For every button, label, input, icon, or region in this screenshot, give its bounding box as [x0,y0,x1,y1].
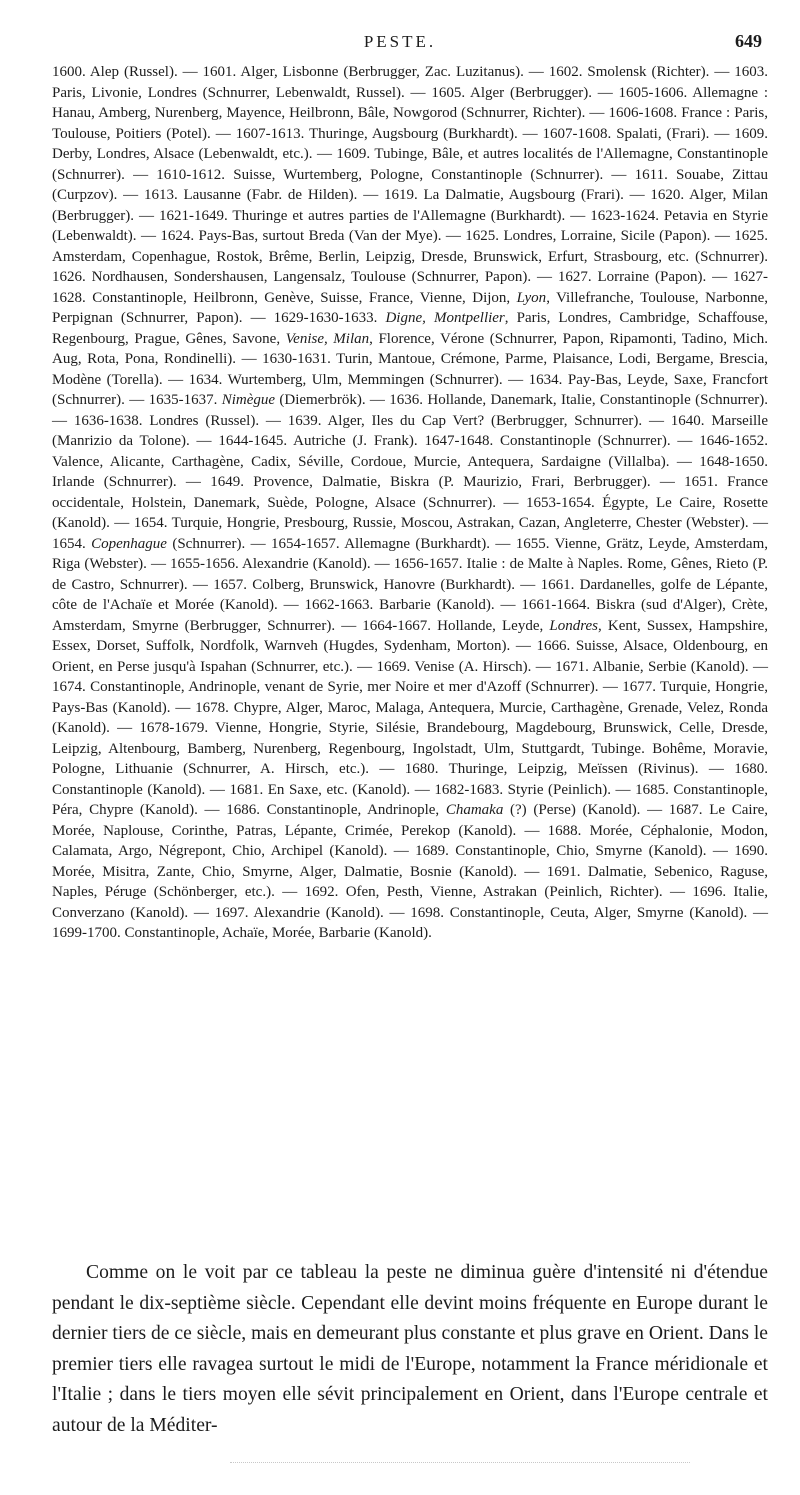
chronology-italic-place: Lyon [516,289,547,306]
chronology-paragraph [52,62,768,944]
chronology-italic-place: Digne, Montpellier [385,310,505,326]
chronology-text: , Villefranche, Toulouse, Narbonne, Perpignan (Schnurrer, Papon). — 1629-1630-1633. [52,289,769,326]
chronology-italic-place: Londres [549,617,598,634]
commentary-paragraph: Comme on le voit par ce tableau la peste ne diminua guère d'intensité ni d'étendue pendant le dix-septième siècle. Cependant elle devint moins fréquente en Europe durant le dernier tiers de ce siècle, mais en demeurant plus constante et plus grave en Orient. Dans le premier tiers elle ravagea surtout le midi de l'Europe, notamment la France méridionale et l'Italie ; dans le tiers moyen elle sévit principalement en Orient, dans l'Europe centrale et autour de la Méditer- [52,1262,768,1436]
running-title: PESTE. [363,32,437,51]
page-header [0,30,800,56]
chronology-text: 1600. Alep (Russel). — 1601. Alger, Lisbonne (Berbrugger, Zac. Luzitanus). — 1602. Smolensk (Richter). — 1603. Paris, Livonie, Londres (Schnurrer, Lebenwaldt, Russel). — 1605. Alger (Berbrugger). — 1605-1606. Allemagne : Hanau, Amberg, Nurenberg, Mayence, Heilbronn, Bâle, Nowgorod (Schnurrer, Richter). — 1606-1608. France : Paris, Toulouse, Poitiers (Potel). — 1607-1613. Thuringe, Augsbourg (Burkhardt). — 1607-1608. Spalati, (Frari). — 1609. Derby, Londres, Alsace (Lebenwaldt, etc.). — 1609. Tubinge, Bâle, et autres localités de l'Allemagne, Constantinople (Schnurrer). — 1610-1612. Suisse, Wurtemberg, Pologne, Constantinople (Schnurrer). — 1611. Souabe, Zittau (Curpzov). — 1613. Lausanne (Fabr. de Hilden). — 1619. La Dalmatie, Augsbourg (Frari). — 1620. Alger, Milan (Berbrugger). — 1621-1649. Thuringe et autres parties de l'Allemagne (Burkhardt). — 1623-1624. Petavia en Styrie (Lebenwaldt). — 1624. Pays-Bas, surtout Breda (Van der Mye). — 1625. Londres, Lorraine, Sicile (Papon). — 1625. Amsterdam, Copenhague, Rostok, Brême, Berlin, Leipzig, Dresde, Brunswick, Erfurt, Strasbourg, etc. (Schnurrer). 1626. Nordhausen, Sondershausen, Langensalz, Toulouse (Schnurrer, Papon). — 1627. Lorraine (Papon). — 1627-1628. Constantinople, Heilbronn, Genève, Suisse, France, Vienne, Dijon, [52,64,768,306]
plague-chronology-list [52,62,768,944]
chronology-italic-place: Copenhague [91,535,167,552]
chronology-text: (Diemerbrök). — 1636. Hollande, Danemark, Italie, Constantinople (Schnurrer). — 1636-1638. Londres (Russel). — 1639. Alger, Iles du Cap Vert? (Berbrugger, Schnurrer). — 1640. Marseille (Manrizio da Tolone). — 1644-1645. Autriche (J. Frank). 1647-1648. Constantinople (Schnurrer). — 1646-1652. Valence, Alicante, Carthagène, Cadix, Séville, Cordoue, Murcie, Antequera, Sardaigne (Villalba). — 1648-1650. Irlande (Schnurrer). — 1649. Provence, Dalmatie, Biskra (P. Maurizio, Frari, Berbrugger). — 1651. France occidentale, Holstein, Danemark, Suède, Pologne, Alsace (Schnurrer). — 1653-1654. Égypte, Le Caire, Rosette (Kanold). — 1654. Turquie, Hongrie, Presbourg, Russie, Moscou, Astrakan, Cazan, Angleterre, Chester (Webster). — 1654. [52,392,768,552]
chronology-italic-place: Venise, Milan [285,330,370,347]
faint-bottom-line [230,1462,690,1463]
page-number: 649 [735,31,762,51]
chronology-italic-place: Chamaka [445,802,504,818]
chronology-italic-place: Nimègue [221,392,276,408]
chronology-text: (Schnurrer). — 1654-1657. Allemagne (Burkhardt). — 1655. Vienne, Grätz, Leyde, Amsterdam, Riga (Webster). — 1655-1656. Alexandrie (Kanold). — 1656-1657. Italie : de Malte à Naples. Rome, Gênes, Rieto (P. de Castro, Schnurrer). — 1657. Colberg, Brunswick, Hanovre (Burkhardt). — 1661. Dardanelles, golfe de Lépante, côte de l'Achaïe et Morée (Kanold). — 1662-1663. Barbarie (Kanold). — 1661-1664. Biskra (sud d'Alger), Crète, Amsterdam, Smyrne (Berbrugger, Schnurrer). — 1664-1667. Hollande, Leyde, [52,535,768,634]
chronology-text: , Paris, Londres, Cambridge, Schaffouse, Regenbourg, Prague, Gênes, Savone, [52,310,769,347]
commentary-section [52,1258,768,1441]
chronology-text: , Florence, Vérone (Schnurrer, Papon, Ripamonti, Tadino, Mich. Aug, Rota, Pona, Rondinelli). — 1630-1631. Turin, Mantoue, Crémone, Parme, Plaisance, Lodi, Bergame, Brescia, Modène (Torella). — 1634. Wurtemberg, Ulm, Memmingen (Schnurrer). — 1634. Pay-Bas, Leyde, Saxe, Francfort (Schnurrer). — 1635-1637. [52,330,768,408]
chronology-text: (?) (Perse) (Kanold). — 1687. Le Caire, Morée, Naplouse, Corinthe, Patras, Lépante, Crimée, Perekop (Kanold). — 1688. Morée, Céphalonie, Modon, Calamata, Argo, Négrepont, Chio, Archipel (Kanold). — 1689. Constantinople, Chio, Smyrne (Kanold). — 1690. Morée, Misitra, Zante, Chio, Smyrne, Alger, Dalmatie, Bosnie (Kanold). — 1691. Dalmatie, Sebenico, Raguse, Naples, Péruge (Schönberger, etc.). — 1692. Ofen, Pesth, Vienne, Astrakan (Peinlich, Richter). — 1696. Italie, Converzano (Kanold). — 1697. Alexandrie (Kanold). — 1698. Constantinople, Ceuta, Alger, Smyrne (Kanold). — 1699-1700. Constantinople, Achaïe, Morée, Barbarie (Kanold). [52,802,768,941]
chronology-text: , Kent, Sussex, Hampshire, Essex, Dorset, Suffolk, Nordfolk, Warnveh (Hugdes, Sydenham, Morton). — 1666. Suisse, Alsace, Oldenbourg, en Orient, en Perse jusqu'à Ispahan (Schnurrer, etc.). — 1669. Venise (A. Hirsch). — 1671. Albanie, Serbie (Kanold). — 1674. Constantinople, Andrinople, venant de Syrie, mer Noire et mer d'Azoff (Schnurrer). — 1677. Turquie, Hongrie, Pays-Bas (Kanold). — 1678. Chypre, Alger, Maroc, Malaga, Antequera, Murcie, Carthagène, Grenade, Velez, Ronda (Kanold). — 1678-1679. Vienne, Hongrie, Styrie, Silésie, Brandebourg, Magdebourg, Brunswick, Celle, Dresde, Leipzig, Altenbourg, Bamberg, Nurenberg, Regenbourg, Ingolstadt, Ulm, Stuttgardt, Tubinge. Bohême, Moravie, Pologne, Lithuanie (Schnurrer, A. Hirsch, etc.). — 1680. Thuringe, Leipzig, Meïssen (Rivinus). — 1680. Constantinople (Kanold). — 1681. En Saxe, etc. (Kanold). — 1682-1683. Styrie (Peinlich). — 1685. Constantinople, Péra, Chypre (Kanold). — 1686. Constantinople, Andrinople, [52,617,768,818]
